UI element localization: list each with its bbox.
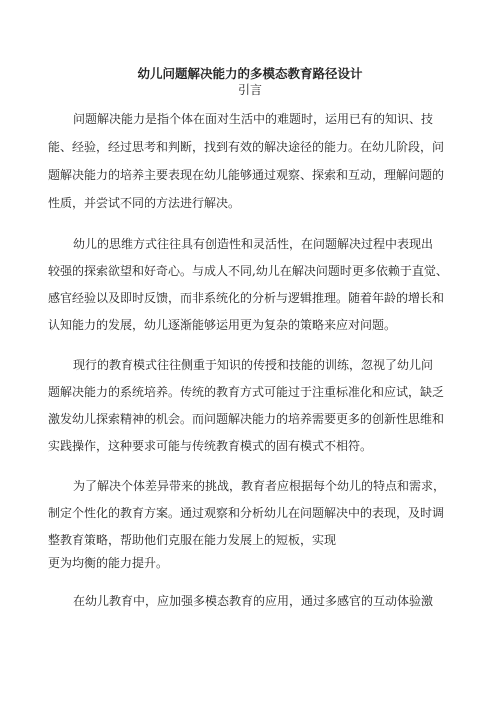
paragraph-3-line-2: 题解决能力的系统培养。传统的教育方式可能过于注重标准化和应试，缺乏 xyxy=(48,385,445,399)
paragraph-1-line-1: 问题解决能力是指个体在面对生活中的难题时，运用已有的知识、技 xyxy=(73,112,434,126)
paragraph-2-line-2: 较强的探索欲望和好奇心。与成人不同,幼儿在解决问题时更多依赖于直觉、 xyxy=(48,264,448,278)
paragraph-4-line-3: 整教育策略，帮助他们克服在能力发展上的短板，实现 xyxy=(48,533,337,547)
paragraph-3-line-4: 实践操作，这种要求可能与传统教育模式的固有模式不相符。 xyxy=(48,439,373,453)
paragraph-4-line-2: 制定个性化的教育方案。通过观察和分析幼儿在问题解决中的表现，及时调 xyxy=(48,506,445,520)
paragraph-2-line-3: 感官经验以及即时反馈，而非系统化的分析与逻辑推理。随着年龄的增长和 xyxy=(48,291,445,305)
section-heading: 引言 xyxy=(237,83,262,97)
paragraph-4-line-4: 更为均衡的能力提升。 xyxy=(48,556,169,570)
paragraph-1-line-4: 性质，并尝试不同的方法进行解决。 xyxy=(48,196,241,210)
paragraph-1-line-3: 题解决能力的培养主要表现在幼儿能够通过观察、探索和互动，理解问题的 xyxy=(48,168,445,182)
paragraph-4-line-1: 为了解决个体差异带来的挑战，教育者应根据每个幼儿的特点和需求， xyxy=(73,479,446,493)
paragraph-1-line-2: 能、经验，经过思考和判断，找到有效的解决途径的能力。在幼儿阶段，问 xyxy=(48,140,445,154)
paragraph-2-line-4: 认知能力的发展，幼儿逐渐能够运用更为复杂的策略来应对问题。 xyxy=(48,318,397,332)
document-title: 幼儿问题解决能力的多模态教育路径设计 xyxy=(137,66,363,81)
paragraph-3-line-1: 现行的教育模式往往侧重于知识的传授和技能的训练，忽视了幼儿问 xyxy=(73,358,434,372)
paragraph-2-line-1: 幼儿的思维方式往往具有创造性和灵活性，在问题解决过程中表现出 xyxy=(73,237,434,251)
paragraph-3-line-3: 激发幼儿探索精神的机会。而问题解决能力的培养需要更多的创新性思维和 xyxy=(48,412,445,426)
paragraph-5-line-1: 在幼儿教育中，应加强多模态教育的应用，通过多感官的互动体验激 xyxy=(73,594,434,608)
